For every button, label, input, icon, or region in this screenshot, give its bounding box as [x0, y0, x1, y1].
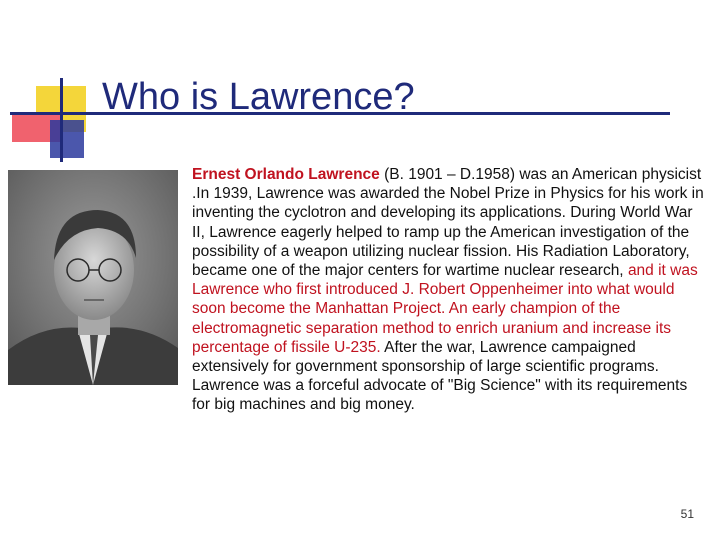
body-outro: After the war, Lawrence campaigned extensively for government sponsorship of large scientific programs. Lawrence was a forceful advocate of "Big Science" with its requirements for big machines and big money. — [192, 338, 688, 414]
decor-vertical-line — [60, 78, 63, 162]
body-intro: (B. 1901 – D.1958) was an American physicist .In 1939, Lawrence was awarded the Nobel Prize in Physics for his work in inventing the cyclotron and developing its applications. During World War II, Lawrence eagerly helped to ramp up the American investigation of the possibility of a weapon utilizing nuclear fission. His Radiation Laboratory, became one of the major centers for wartime nuclear research, — [192, 166, 704, 280]
body-paragraph — [192, 165, 704, 415]
portrait-photo — [8, 170, 178, 385]
person-name: Ernest Orlando Lawrence — [192, 166, 380, 183]
body-highlight: and it was Lawrence who first introduced J. Robert Oppenheimer into what would soon become the Manhattan Project. An early champion of the electromagnetic separation method to enrich uranium and increase its percentage of fissile U-235. — [192, 262, 698, 356]
page-number: 51 — [680, 507, 694, 521]
decor-blue-square — [50, 120, 84, 158]
slide-title: Who is Lawrence? — [102, 76, 415, 118]
